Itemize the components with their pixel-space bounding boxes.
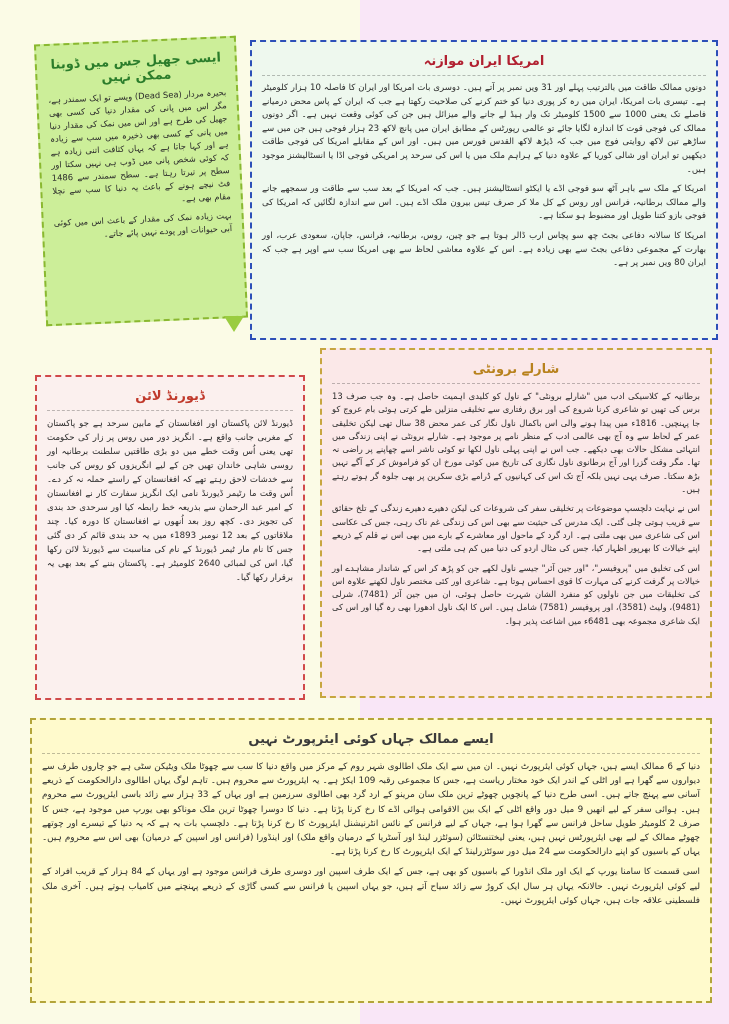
durand-line-paragraph: ڈیورنڈ لائن پاکستان اور افغانستان کے مابین سرحد ہے جو پاکستان کے مغربی جانب واقع ہے۔ انگریز دور میں روس پر زار کی حکومت تھی یعنی اُس وقت خطے میں دو بڑی طاقتیں سلطنت برطانیہ اور روسی شاہی خاندان تھیں جن کے لیے انگریزوں کو روس کی جانب سے خدشات لاحق رہتے تھے کہ افغانستان کے راستے حملہ نہ کر دے۔ اُس وقت ما رٹیمر ڈیورنڈ نامی ایک انگریز سفارت کار نے افغانستان کے امیر عبد الرحمان سے بذریعہ خط رابطہ کیا اور سرحدی حد بندی کی تجویز دی۔ کچھ روز بعد اُنھوں نے افغانستان کا دورہ کیا۔ چند ملاقاتوں کے بعد 12 نومبر 1893ء میں یہ حد بندی قائم کر دی گئی جس کا نام مار ٹیمر ڈیورنڈ کے نام کی مناسبت سے ڈیورنڈ لائن رکھا گیا، اس کی لمبائی 2640 کلومیٹر ہے۔ پاکستان بننے کے بعد بھی یہ برقرار رکھا گیا۔ [47,419,293,583]
title-divider [47,410,293,411]
america-iran-paragraph: امریکا کا سالانہ دفاعی بجٹ چھ سو پچاس ارب ڈالر ہوتا ہے جو چین، روس، برطانیہ، فرانس، جاپان، سعودی عرب، اور بھارت کے مجموعی دفاعی بجٹ سے بھی زیادہ ہے۔ اس کے علاوہ معاشی لحاظ سے بھی امریکا سب سے اوپر ہے جب کہ ایران 80 ویں نمبر پر ہے۔ [262,230,706,269]
title-divider [262,75,706,76]
title-divider [332,383,700,384]
dead-sea-paragraph: بہت زیادہ نمک کی مقدار کے باعث اس میں کوئی آبی حیوانات اور پودے نہیں پائے جاتے۔ [53,210,233,239]
speech-tail-decoration [224,316,244,332]
dead-sea-article [34,36,248,327]
dead-sea-title: ایسی جھیل جس میں ڈوبنا ممکن نہیں [50,50,222,86]
dead-sea-paragraph: بحیرہ مردار (Dead Sea) ویسے تو ایک سمندر ہے، مگر اس میں پانی کی مقدار دنیا کی کسی بھی جھیل کی طرح ہے اور اس میں نمک کی مقدار دنیا میں پانی کے کسی بھی ذخیرہ میں سب سے زیادہ ہے اور کہا جاتا ہے کہ یہاں کثافت اتنی زیادہ ہے کہ کوئی شخص پانی میں ڈوب ہی نہیں سکتا اور سطح پر تیرتا رہتا ہے۔ سطح سمندر سے 1486 فٹ نیچے ہونے کے باعث یہ دنیا کا سب سے نچلا مقام بھی ہے۔ [48,87,231,204]
title-divider [42,753,700,754]
america-iran-paragraph: امریکا کے ملک سے باہر آٹھ سو فوجی اڈے یا ایکٹو انسٹالیشنز ہیں۔ جب کہ امریکا کے بعد سب سے طاقت ور سمجھے جانے والے ممالک برطانیہ، فرانس اور روس کے کل ملا کر صرف تیس بیرون ملک اڈے ہیں۔ اس سے اندازہ لگائیں کہ امریکا کی فوجی بازو کتنا طویل اور مضبوط ہو سکتا ہے۔ [262,184,706,222]
charlotte-bronte-article [320,348,712,698]
america-iran-title: امریکا ایران موازنہ [423,54,545,69]
no-airport-countries-title: ایسے ممالک جہاں کوئی ایئرپورٹ نہیں [248,732,494,747]
no-airport-countries-article [30,718,712,1003]
charlotte-bronte-paragraph: اس نے نہایت دلچسپ موضوعات پر تخلیقی سفر کی شروعات کی لیکن دھیرے دھیرے زندگی کے تلخ حقائق سے قریب ہوتی چلی گئی۔ ایک مدرس کی حیثیت سے بھی اس کی زندگی غم ناک رہی، جس کی عکاسی اس کی شاعری میں بھی ملتی ہے۔ ارد گرد کے ماحول اور معاشرے کے بارے میں بھی اس نے قلم کے ذریعے اپنے خیالات کا بھرپور اظہار کیا، جس کی مثال اردو کی دنیا میں کم ہی ملتی ہے۔ [332,503,700,554]
america-iran-paragraph: دونوں ممالک طاقت میں بالترتیب پہلے اور 31 ویں نمبر پر آتے ہیں۔ دوسری بات امریکا اور ایران کا فاصلہ 10 ہزار کلومیٹر ہے۔ تیسری بات امریکا، ایران میں رہ کر پوری دنیا کو ختم کرنے کی صلاحیت رکھتا ہے جب کہ ایران کے پاس محض درمیانے فاصلے تک یعنی 1000 سے 1500 کلومیٹر تک وار ہیڈ لے جانے والے میزائل ہیں جن کی کوئی وقعت نہیں ہے۔ اگر دونوں ممالک کی فوجی قوت کا اندازہ لگایا جائے تو عالمی رپورٹس کے مطابق ایران میں پانچ لاکھ 23 ہزار فوجی ہیں جن میں سے ساڑھے تین لاکھ روایتی فوج میں جب کہ ڈیڑھ لاکھ القدس فورس میں ہیں۔ اور اس کے مقابلے امریکا کی فوجی طاقت دیکھیں تو ایران اور شالی کوریا کے علاوہ دنیا کے ہراہم ملک میں یا اس کی سرحد پر امریکی فوجی اڈا یا انسٹالیشنز موجود ہیں۔ [262,83,707,175]
no-airport-countries-paragraph: دنیا کے 6 ممالک ایسے ہیں، جہاں کوئی ایئرپورٹ نہیں۔ ان میں سے ایک ملک اطالوی شہر روم کے مرکز میں واقع دنیا کا سب سے چھوٹا ملک ویٹیکن سٹی ہے جو چاروں طرف سے دیواروں سے گھرا ہے اور اٹلی کے اندر ایک خود مختار ریاست ہے، جس کا مجموعی رقبہ 109 ایکڑ ہے۔ یہ ایئرپورٹ سے محروم ہیں۔ تاہم لوگ یہاں اطالوی دارالحکومت کے ذریعے آسانی سے پہنچ جاتے ہیں۔ اسی طرح دنیا کے پانچویں چھوٹے ترین ملک سان مرینو کے ارد گرد بھی اطالوی سرزمین ہے اور یہاں کے 33 ہزار سے زائد باسی ایئرپورٹ سے محروم ہیں۔ ہوائی سفر کے لیے انھیں 9 میل دور واقع اٹلی کے ایک بین الاقوامی ہوائی اڈے کا رخ کرنا پڑتا ہے۔ دنیا کا دوسرا چھوٹا ترین ملک موناکو بھی یورپ میں موجود ہے، جس کا صرف 2 کلومیٹر طویل ساحل فرانس سے گھرا ہوا ہے، جہاں کے لیے فرانس کے نائس انٹرنیشنل ایئرپورٹ کا رخ کرنا پڑتا ہے۔ دلچسپ بات یہ ہے کہ یہ دنیا کے تیسرے اور چوتھے چھوٹے ممالک کے لیے بھی ایئرپورٹس نہیں ہیں، یعنی لیختنسٹائن (سوئٹزر لینڈ اور آسٹریا کے درمیان واقع ملک) اور اینڈورا (فرانس اور اسپین کے درمیان) بھی اس سے محروم ہیں۔ یہاں کے باسیوں کو اپنے دارالحکومت سے 24 میل دور سوئٹزرلینڈ کے ایک ایئرپورٹ کا رخ کرنا پڑتا ہے۔ [42,762,701,858]
charlotte-bronte-paragraph: برطانیہ کے کلاسیکی ادب میں "شارلے برونٹی" کے ناول کو کلیدی اہمیت حاصل ہے۔ وہ جب صرف 13 برس کی تھیں تو شاعری کرنا شروع کی اور برق رفتاری سے تخلیقی منزلیں طے کرتی ہوئی بام عروج کو جا پہنچیں۔ 1816ء میں پیدا ہونے والی اس باکمال ناول نگار کی عمر محض 38 سال تھی لیکن تخلیقی عمر کے لحاظ سے وہ آج بھی عالمی ادب کے منظر نامے پر موجود ہے۔ شارلے برونٹی نے اپنی زندگی میں انتہائی مشکل حالات بھی دیکھے۔ جب اس نے اپنی پہلی ناول لکھا تو کوئی ناشر اسے چھاپنے پر راضی نہ تھا۔ مگر وقت گزرا اور آج برطانوی ناول نگاری کی تاریخ میں کوئی مورخ ان کو فراموش کر کے آگے نہیں بڑھ سکتا۔ صرف یہی نہیں بلکہ آج تک اس کی کہانیوں کے ڈرامے بڑی سکرین پر بھی جلوہ گر ہوتے رہتے ہیں۔ [332,391,700,495]
america-iran-article [250,40,718,340]
charlotte-bronte-title: شارلے برونٹی [472,362,560,377]
durand-line-title: ڈیورنڈ لائن [135,389,205,404]
charlotte-bronte-paragraph: اس کی تخلیق میں "پروفیسر"، "اور جین آئر" جیسے ناول لکھے جن کو پڑھ کر اس کے شاندار مشاہدے اور خیالات پر گرفت کرنے کی مہارت کا قوی احساس ہوتا ہے۔ شاعری اور کئی مختصر ناول لکھنے علاوہ اس کی تخلیقات میں جن ناولوں کو منفرد الشان شہرت حاصل ہوئی، ان میں جین آئر (7481)، شرلی (9481)، ولیٹ (3581)، اور پروفیسر (7581) شامل ہیں۔ اس کا ایک ناول ادھورا بھی رہ گیا اور اس کی ایک شاعری مجموعہ بھی 6481ء میں اشاعت پذیر ہوا۔ [332,562,700,626]
no-airport-countries-paragraph: اسی قسمت کا سامنا یورپ کے ایک اور ملک انڈورا کے باسیوں کو بھی ہے، جس کے ایک طرف اسپین اور دوسری طرف فرانس موجود ہے اور یہاں کے 84 ہزار کے قریب افراد کے لیے کوئی ایئرپورٹ نہیں۔ حالانکہ یہاں ہر سال ایک کروڑ سے زائد سیاح آتے ہیں، جو یہاں اسپین یا فرانس سے کسی گاڑی کے ذریعے پہنچنے میں کامیاب ہوتے ہیں۔ آخری ملک فلسطینی علاقہ جات ہیں، جہاں کوئی ایئرپورٹ نہیں۔ [42,867,700,906]
durand-line-article [35,375,305,700]
